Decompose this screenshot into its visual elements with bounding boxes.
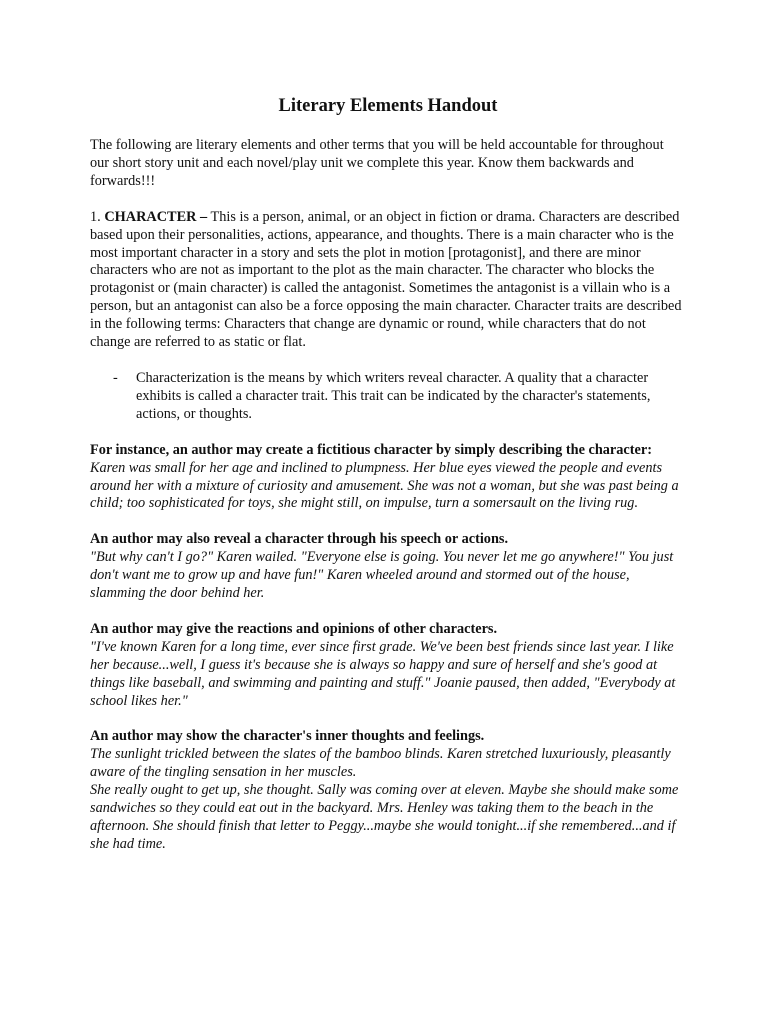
character-definition-paragraph bbox=[90, 209, 686, 352]
document-page bbox=[90, 95, 686, 872]
example-other-characters bbox=[90, 621, 686, 711]
term-character: CHARACTER – bbox=[104, 208, 208, 225]
example-quote: Karen was small for her age and inclined to plumpness. Her blue eyes viewed the people and events around her with a mixture of curiosity and amusement. She was not a woman, but she was past being a child; too sophisticated for toys, she might still, on impulse, turn a somersault on the living rug. bbox=[90, 459, 679, 512]
characterization-text: Characterization is the means by which writers reveal character. A quality that a character exhibits is called a character trait. This trait can be indicated by the character's statements, actions, or thoughts. bbox=[136, 369, 651, 422]
list-number: 1. bbox=[90, 208, 101, 225]
example-lead: An author may give the reactions and opinions of other characters. bbox=[90, 620, 498, 637]
example-quote: "But why can't I go?" Karen wailed. "Everyone else is going. You never let me go anywhere!" You just don't want me to grow up and have fun!" Karen wheeled around and stormed out of the house, slamming the door behind her. bbox=[90, 549, 674, 602]
example-quote: The sunlight trickled between the slates of the bamboo blinds. Karen stretched luxuriously, pleasantly aware of the tingling sensation in her muscles. bbox=[90, 746, 671, 781]
example-lead: An author may show the character's inner thoughts and feelings. bbox=[90, 728, 485, 745]
characterization-bullet bbox=[90, 370, 686, 424]
example-inner-thoughts bbox=[90, 728, 686, 853]
example-lead: For instance, an author may create a fictitious character by simply describing the character: bbox=[90, 441, 652, 458]
intro-paragraph: The following are literary elements and other terms that you will be held accountable for throughout our short story unit and each novel/play unit we complete this year. Know them backwards and forwards!!! bbox=[90, 137, 664, 189]
example-lead: An author may also reveal a character through his speech or actions. bbox=[90, 531, 509, 548]
example-speech-actions bbox=[90, 531, 686, 603]
example-quote: "I've known Karen for a long time, ever since first grade. We've been best friends since last year. I like her because...well, I guess it's because she is always so happy and sure of herself and she's good at things like baseball, and swimming and painting and stuff." Joanie paused, then added, "Everybody at school likes her." bbox=[90, 638, 676, 709]
bullet-marker: - bbox=[113, 369, 118, 386]
page-title: Literary Elements Handout bbox=[278, 96, 498, 116]
character-definition: This is a person, animal, or an object in fiction or drama. Characters are described based upon their personalities, actions, appearance, and thoughts. There is a main character who is the most important character in a story and sets the plot in motion [protagonist], and there are minor characters who are not as important to the plot as the main character. The character who blocks the protagonist or (main character) is called the antagonist. Sometimes the antagonist is a villain who is a person, but an antagonist can also be a force opposing the main character. Character traits are described in the following terms: Characters that change are dynamic or round, while characters that do not change are referred to as static or flat. bbox=[90, 208, 682, 351]
example-quote-continued: She really ought to get up, she thought. Sally was coming over at eleven. Maybe she should make some sandwiches so they could eat out in the backyard. Mrs. Henley was taking them to the beach in the afternoon. She should finish that letter to Peggy...maybe she would tonight...if she remembered...and if she had time. bbox=[90, 782, 679, 852]
example-description bbox=[90, 442, 686, 514]
